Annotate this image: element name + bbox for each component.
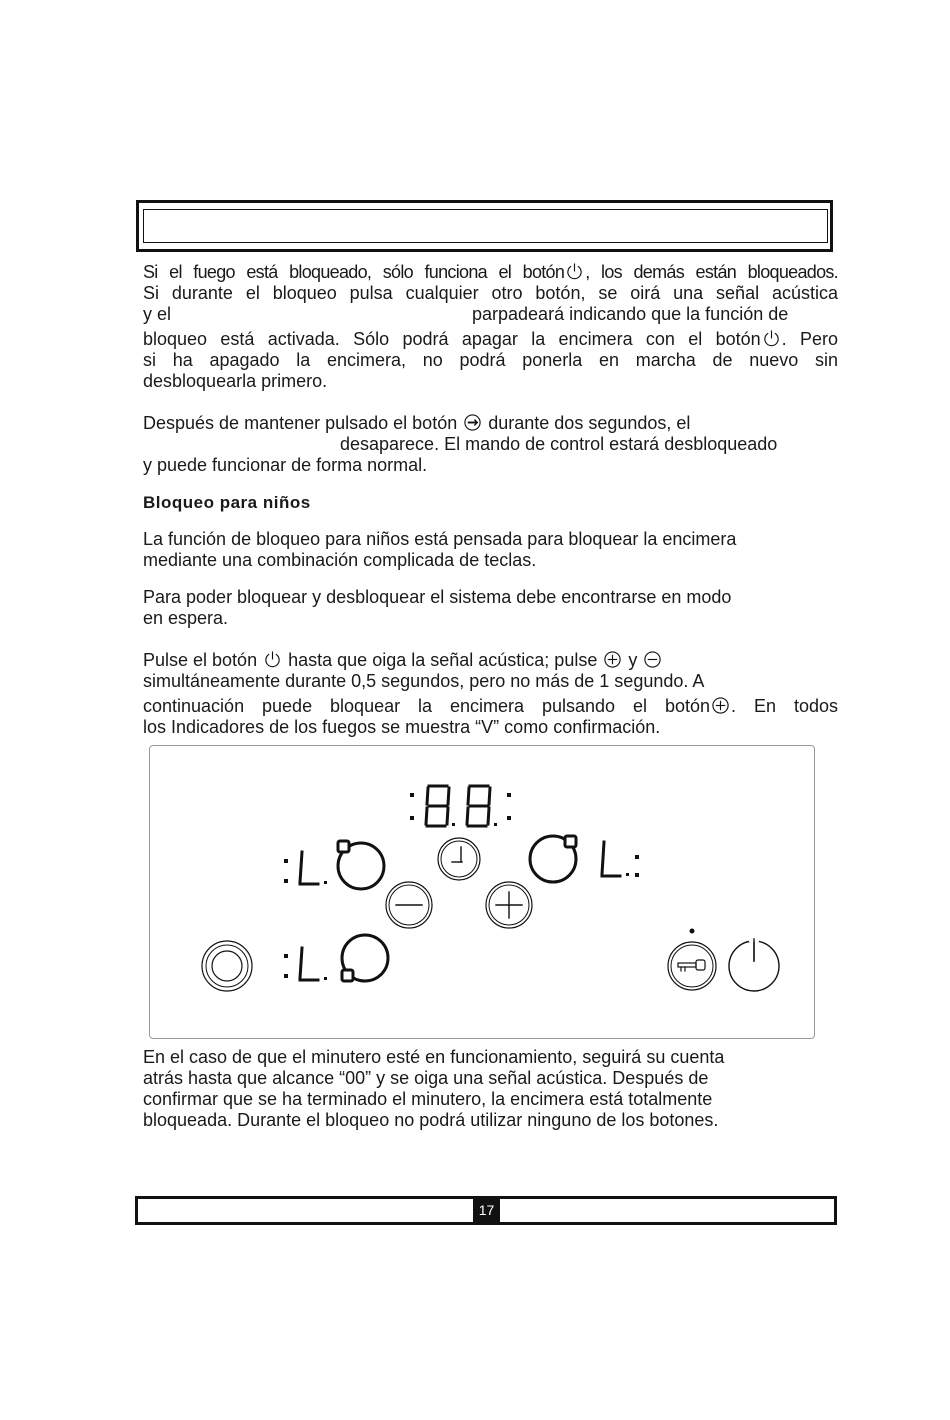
header-title-box: [143, 209, 828, 243]
text-line: atrás hasta que alcance “00” y se oiga una señal acústica. Después de: [143, 1068, 709, 1088]
power-icon: [762, 329, 781, 348]
text-line: los Indicadores de los fuegos se muestra “V” como confirmación.: [143, 717, 661, 737]
section-heading: Bloqueo para niños: [143, 493, 311, 512]
plus-icon: [711, 696, 730, 715]
timer-button-icon: [438, 838, 480, 880]
paragraph-child-lock-intro: [143, 529, 838, 571]
text-line: mediante una combinación complicada de teclas.: [143, 550, 537, 570]
text-line: si ha apagado la encimera, no podrá ponerla en marcha de nuevo sin: [143, 350, 838, 370]
minus-icon: [643, 650, 662, 669]
text-line: y el parpadeará indicando que la función de: [143, 304, 789, 324]
text-line: Después de mantener pulsado el botón durante dos segundos, el: [143, 413, 691, 433]
text-line: Pulse el botón hasta que oiga la señal acústica; pulse y: [143, 650, 838, 671]
plus-icon: [603, 650, 622, 669]
lock-key-button-icon: [668, 929, 716, 991]
minus-button-icon: [386, 882, 432, 928]
text-line: Si durante el bloqueo pulsa cualquier otro botón, se oirá una señal acústica: [143, 283, 838, 303]
text-line: En el caso de que el minutero esté en funcionamiento, seguirá su cuenta: [143, 1047, 725, 1067]
text-line: desaparece. El mando de control estará desbloqueado: [340, 434, 778, 454]
text-line: continuación puede bloquear la encimera pulsando el botón . En todos: [143, 696, 838, 716]
paragraph-lock-active: [143, 262, 838, 392]
power-icon: [263, 650, 282, 669]
text-line: simultáneamente durante 0,5 segundos, pero no más de 1 segundo. A: [143, 671, 705, 691]
text-line: Si el fuego está bloqueado, sólo funciona el botón , los demás están bloqueados.: [143, 262, 838, 282]
control-panel-diagram: [149, 745, 815, 1039]
text-line: y puede funcionar de forma normal.: [143, 455, 428, 475]
zone-ring-right: [530, 836, 576, 882]
text-line: desbloquearla primero.: [143, 371, 328, 391]
text-line: en espera.: [143, 608, 229, 628]
text-line: Para poder bloquear y desbloquear el sistema debe encontrarse en modo: [143, 587, 732, 607]
zone-ring-left-bottom: [342, 935, 388, 981]
power-button-icon: [729, 937, 779, 991]
power-icon: [565, 262, 584, 281]
plus-button-icon: [486, 882, 532, 928]
paragraph-unlock: [143, 413, 838, 476]
paragraph-timer-note: [143, 1047, 838, 1131]
paragraph-standby: [143, 587, 838, 629]
text-line: La función de bloqueo para niños está pensada para bloquear la encimera: [143, 529, 737, 549]
zone-ring-left-top: [338, 841, 384, 889]
zone-button-icon: [202, 941, 252, 991]
text-line: confirmar que se ha terminado el minutero, la encimera está totalmente: [143, 1089, 713, 1109]
zone-indicator-left-top: [284, 852, 327, 884]
paragraph-lock-procedure: [143, 650, 838, 738]
zone-indicator-left-bottom: [284, 948, 327, 980]
zone-indicator-right: [602, 842, 639, 877]
text-line: bloqueo está activada. Sólo podrá apagar la encimera con el botón . Pero: [143, 329, 838, 349]
text-line: bloqueada. Durante el bloqueo no podrá utilizar ninguno de los botones.: [143, 1110, 719, 1130]
control-panel-drawing: [150, 746, 814, 1038]
page-number: 17: [473, 1197, 500, 1223]
timer-display: [410, 786, 511, 826]
lock-arrow-icon: [463, 413, 482, 432]
